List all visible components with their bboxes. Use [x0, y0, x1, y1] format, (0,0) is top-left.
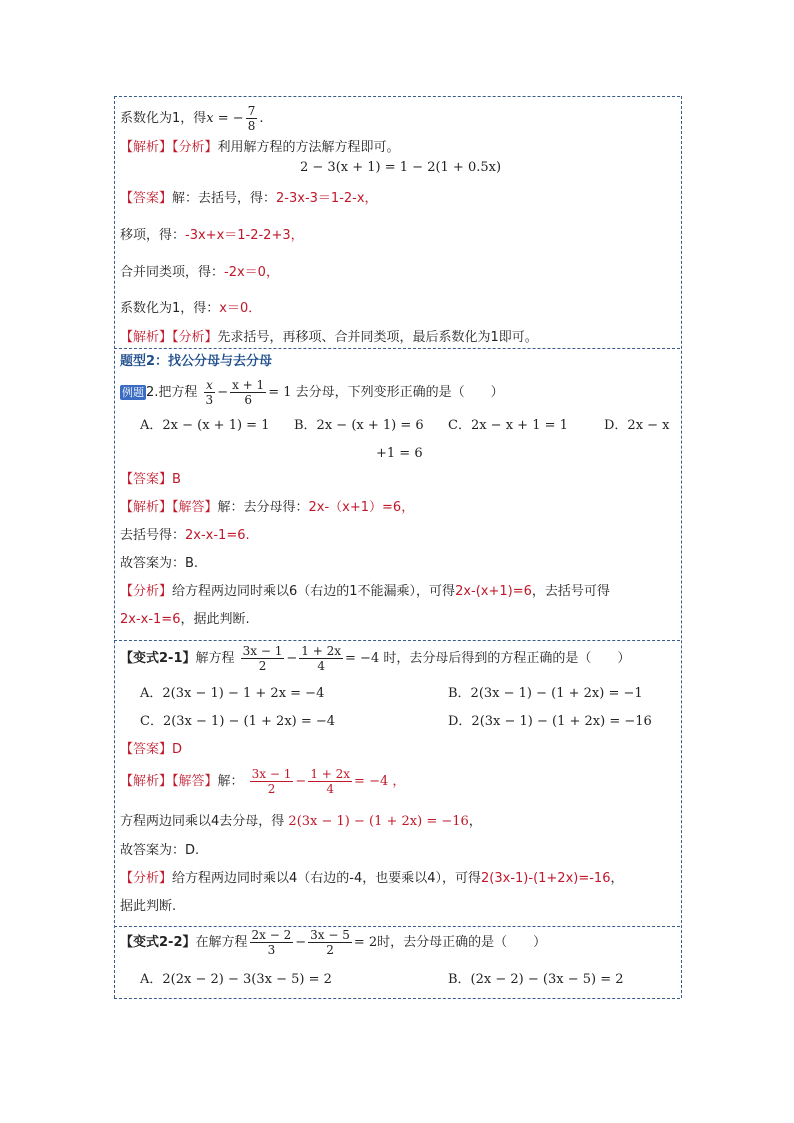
option-d: D．2(3x − 1) − (1 + 2x) = −16	[448, 714, 652, 729]
analysis-line: 【解析】【分析】先求括号，再移项、合并同类项，最后系数化为1即可。	[120, 330, 538, 345]
divider	[114, 640, 680, 641]
option-a: A．2(3x − 1) − 1 + 2x = −4	[140, 686, 325, 701]
question: 例题 2.把方程 $\frac{x}{3}$ − $\frac{x + 1}{6}$ = 1 去分母，下列变形正确的是（ ）	[122, 378, 504, 407]
option-c: C．2x − x + 1 = 1	[448, 418, 568, 433]
solution-line: 【解析】【解答】解： $\frac{3x - 1}{2}$ − $\frac{1 + 2x}{4}$ = −4 ，	[120, 767, 406, 796]
option-d: D．2x − x	[604, 418, 670, 433]
equation: 2 − 3(x + 1) = 1 − 2(1 + 0.5x)	[300, 160, 502, 175]
option-a: A．2x − (x + 1) = 1	[140, 418, 270, 433]
divider	[114, 96, 680, 97]
analysis-line: 【分析】给方程两边同时乘以6（右边的1不能漏乘），可得2x-(x+1)=6，去括号可得	[120, 584, 610, 599]
option-a: A．2(2x − 2) − 3(3x − 5) = 2	[140, 972, 332, 987]
solution-line: 【解析】【解答】解：去分母得：2x-（x+1）=6，	[120, 500, 415, 515]
solution-line: 去括号得：2x-x-1=6.	[120, 528, 250, 543]
divider	[114, 998, 680, 999]
answer-line: 【答案】D	[120, 742, 183, 757]
line-analysis: 【解析】【分析】利用解方程的方法解方程即可。	[120, 140, 400, 155]
answer-line: 【答案】B	[120, 472, 181, 487]
solution-line: 故答案为：D.	[120, 843, 200, 858]
option-b: B．2(3x − 1) − (1 + 2x) = −1	[448, 686, 643, 701]
option-b: B．(2x − 2) − (3x − 5) = 2	[448, 972, 624, 987]
divider	[114, 926, 680, 927]
option-b: B．2x − (x + 1) = 6	[294, 418, 424, 433]
section-title: 题型2：找公分母与去分母	[120, 354, 273, 369]
option-d-cont: +1 = 6	[376, 446, 423, 461]
step-line: 系数化为1，得：x＝0．	[120, 301, 262, 316]
line-coefficient: 系数化为1，得x = − $\frac{7}{8}$ .	[120, 104, 264, 133]
variant-question: 【变式2-2】在解方程 $\frac{2x - 2}{3}$ − $\frac{3x - 5}{2}$ = 2时，去分母正确的是（ ）	[120, 928, 547, 957]
variant-question: 【变式2-1】解方程 $\frac{3x - 1}{2}$ − $\frac{1 + 2x}{4}$ = −4 时，去分母后得到的方程正确的是（ ）	[120, 644, 631, 673]
analysis-line: 【分析】给方程两边同时乘以4（右边的-4，也要乘以4），可得2(3x-1)-(1+2x)=-16，	[120, 871, 624, 886]
solution-line: 方程两边同乘以4去分母，得 2(3x − 1) − (1 + 2x) = −16，	[120, 814, 482, 829]
step-line: 合并同类项，得：-2x＝0，	[120, 265, 279, 280]
divider	[114, 348, 680, 349]
solution-line: 故答案为：B.	[120, 556, 199, 571]
answer-line: 【答案】解：去括号，得：2-3x-3＝1-2-x，	[120, 191, 378, 206]
option-c: C．2(3x − 1) − (1 + 2x) = −4	[140, 714, 336, 729]
step-line: 移项，得：-3x+x＝1-2-2+3，	[120, 228, 304, 243]
analysis-line: 据此判断.	[120, 899, 177, 914]
analysis-line: 2x-x-1=6，据此判断.	[120, 612, 250, 627]
example-badge: 例题	[122, 386, 144, 399]
